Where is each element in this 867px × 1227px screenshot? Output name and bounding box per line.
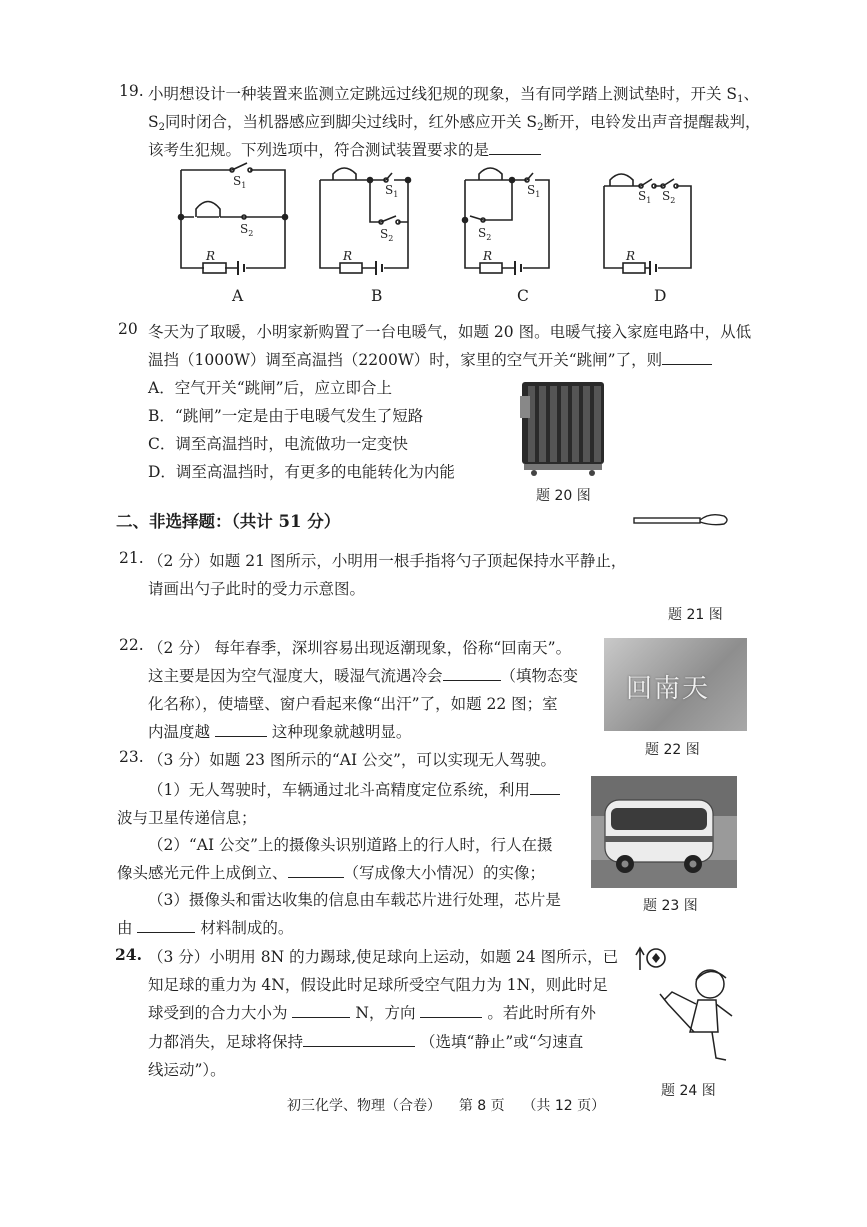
q22-line-1: （2 分） 每年春季，深圳容易出现返潮现象，俗称“回南天”。 xyxy=(148,639,572,657)
circuit-b-s2-label: $S_2$ xyxy=(380,227,394,243)
circuit-a-s1-label: $S_1$ xyxy=(233,174,247,190)
q23-bus-photo xyxy=(591,776,737,888)
q21-number: 21. xyxy=(119,549,144,567)
q24-line-5: 线运动”）。 xyxy=(148,1061,226,1079)
q24-answer-blank-2[interactable] xyxy=(420,1003,482,1018)
q23-line-1: （3 分）如题 23 图所示的“AI 公交”，可以实现无人驾驶。 xyxy=(148,751,556,769)
spoon-icon xyxy=(632,510,732,534)
q19-line-1: 小明想设计一种装置来监测立定跳远过线犯规的现象，当有同学踏上测试垫时，开关 S1、 xyxy=(148,85,759,105)
q23-line-7: 由 材料制成的。 xyxy=(117,919,294,937)
q22-figure-caption: 题 22 图 xyxy=(645,742,700,758)
q20-answer-blank[interactable] xyxy=(662,350,712,365)
q24-line-1: （3 分）小明用 8N 的力踢球,使足球向上运动，如题 24 图所示，已 xyxy=(148,948,619,966)
circuit-d-s1-label: $S_1$ xyxy=(638,189,652,205)
q24-figure-caption: 题 24 图 xyxy=(661,1083,716,1099)
q22-line-4: 内温度越 这种现象就越明显。 xyxy=(148,723,412,741)
footer-total-pages: （共 12 页） xyxy=(522,1098,606,1114)
q22-photo xyxy=(604,638,747,731)
q24-answer-blank-1[interactable] xyxy=(292,1003,350,1018)
circuit-c xyxy=(463,168,550,275)
q22-number: 22. xyxy=(119,636,144,654)
q20-option-a[interactable]: A．空气开关“跳闸”后，应立即合上 xyxy=(148,379,393,397)
q19-option-b[interactable]: B xyxy=(371,287,383,305)
q20-line-1: 冬天为了取暖，小明家新购置了一台电暖气，如题 20 图。电暖气接入家庭电路中，从低 xyxy=(148,323,752,341)
q22-line-2: 这主要是因为空气湿度大，暖湿气流遇冷会 （填物态变 xyxy=(148,667,579,685)
circuit-d xyxy=(604,174,691,275)
q19-circuit-diagrams xyxy=(0,162,867,322)
q21-figure-caption: 题 21 图 xyxy=(668,607,723,623)
q23-line-4: （2）“AI 公交”上的摄像头识别道路上的行人时，行人在摄 xyxy=(148,836,553,854)
circuit-b-r-label: R xyxy=(343,249,353,263)
heater-image xyxy=(518,378,608,478)
circuit-b-s1-label: $S_1$ xyxy=(385,183,399,199)
circuit-d-s2-label: $S_2$ xyxy=(662,189,676,205)
q22-answer-blank-1[interactable] xyxy=(443,666,501,681)
q19-number: 19. xyxy=(119,82,144,100)
q19-option-d[interactable]: D xyxy=(654,287,667,305)
q23-line-5: 像头感光元件上成倒立、 （写成像大小情况）的实像； xyxy=(117,864,546,882)
circuit-c-s2-label: $S_2$ xyxy=(478,226,492,242)
circuit-c-s1-label: $S_1$ xyxy=(527,183,541,199)
page-footer xyxy=(287,1095,605,1115)
q23-line-6: （3）摄像头和雷达收集的信息由车载芯片进行处理，芯片是 xyxy=(148,891,561,909)
q20-figure-caption: 题 20 图 xyxy=(536,488,591,504)
q24-line-3: 球受到的合力大小为 N，方向 。若此时所有外 xyxy=(148,1004,596,1022)
circuit-d-r-label: R xyxy=(626,249,636,263)
q19-answer-blank[interactable] xyxy=(489,140,541,155)
q23-answer-blank-1[interactable] xyxy=(530,780,560,795)
q23-line-3: 波与卫星传递信息； xyxy=(117,809,257,827)
q24-line-2: 知足球的重力为 4N，假设此时足球所受空气阻力为 1N，则此时足 xyxy=(148,976,608,994)
q20-number: 20 xyxy=(118,320,138,338)
q23-number: 23. xyxy=(119,748,144,766)
q19-option-c[interactable]: C xyxy=(517,287,529,305)
q22-line-3: 化名称），使墙壁、窗户看起来像“出汗”了，如题 22 图；室 xyxy=(148,695,558,713)
q19-line-2: S2同时闭合，当机器感应到脚尖过线时，红外感应开关 S2断开，电铃发出声音提醒裁判， xyxy=(148,113,761,133)
circuit-a-s2-label: $S_2$ xyxy=(240,222,254,238)
q23-answer-blank-3[interactable] xyxy=(137,918,195,933)
footer-page-number: 第 8 页 xyxy=(458,1098,505,1114)
q21-line-2: 请画出勺子此时的受力示意图。 xyxy=(148,580,366,598)
q23-line-2: （1）无人驾驶时，车辆通过北斗高精度定位系统，利用 xyxy=(148,778,560,800)
footer-title: 初三化学、物理（合卷） xyxy=(287,1098,441,1114)
section-2-heading: 二、非选择题：（共计 51 分） xyxy=(116,512,341,531)
q22-answer-blank-2[interactable] xyxy=(215,722,267,737)
kicking-boy-illustration xyxy=(632,944,742,1074)
q20-option-c[interactable]: C．调至高温挡时，电流做功一定变快 xyxy=(148,435,408,453)
circuit-a xyxy=(179,163,288,275)
q24-line-4: 力都消失，足球将保持 （选填“静止”或“匀速直 xyxy=(148,1033,584,1051)
q24-number: 24. xyxy=(115,945,142,964)
q19-option-a[interactable]: A xyxy=(232,287,244,305)
q20-option-b[interactable]: B．“跳闸”一定是由于电暖气发生了短路 xyxy=(148,407,424,425)
q23-answer-blank-2[interactable] xyxy=(288,863,344,878)
q21-line-1: （2 分）如题 21 图所示，小明用一根手指将勺子顶起保持水平静止， xyxy=(148,552,627,570)
circuit-a-r-label: R xyxy=(206,249,216,263)
q22-photo-text: 回南天 xyxy=(626,674,711,704)
q20-line-2: 温挡（1000W）调至高温挡（2200W）时，家里的空气开关“跳闸”了，则 xyxy=(148,348,712,370)
q20-option-d[interactable]: D．调至高温挡时，有更多的电能转化为内能 xyxy=(148,463,455,481)
q24-answer-blank-3[interactable] xyxy=(303,1032,415,1047)
circuit-b xyxy=(320,168,411,275)
circuit-c-r-label: R xyxy=(483,249,493,263)
q19-line-3: 该考生犯规。下列选项中，符合测试装置要求的是 xyxy=(148,138,541,160)
q23-figure-caption: 题 23 图 xyxy=(643,898,698,914)
